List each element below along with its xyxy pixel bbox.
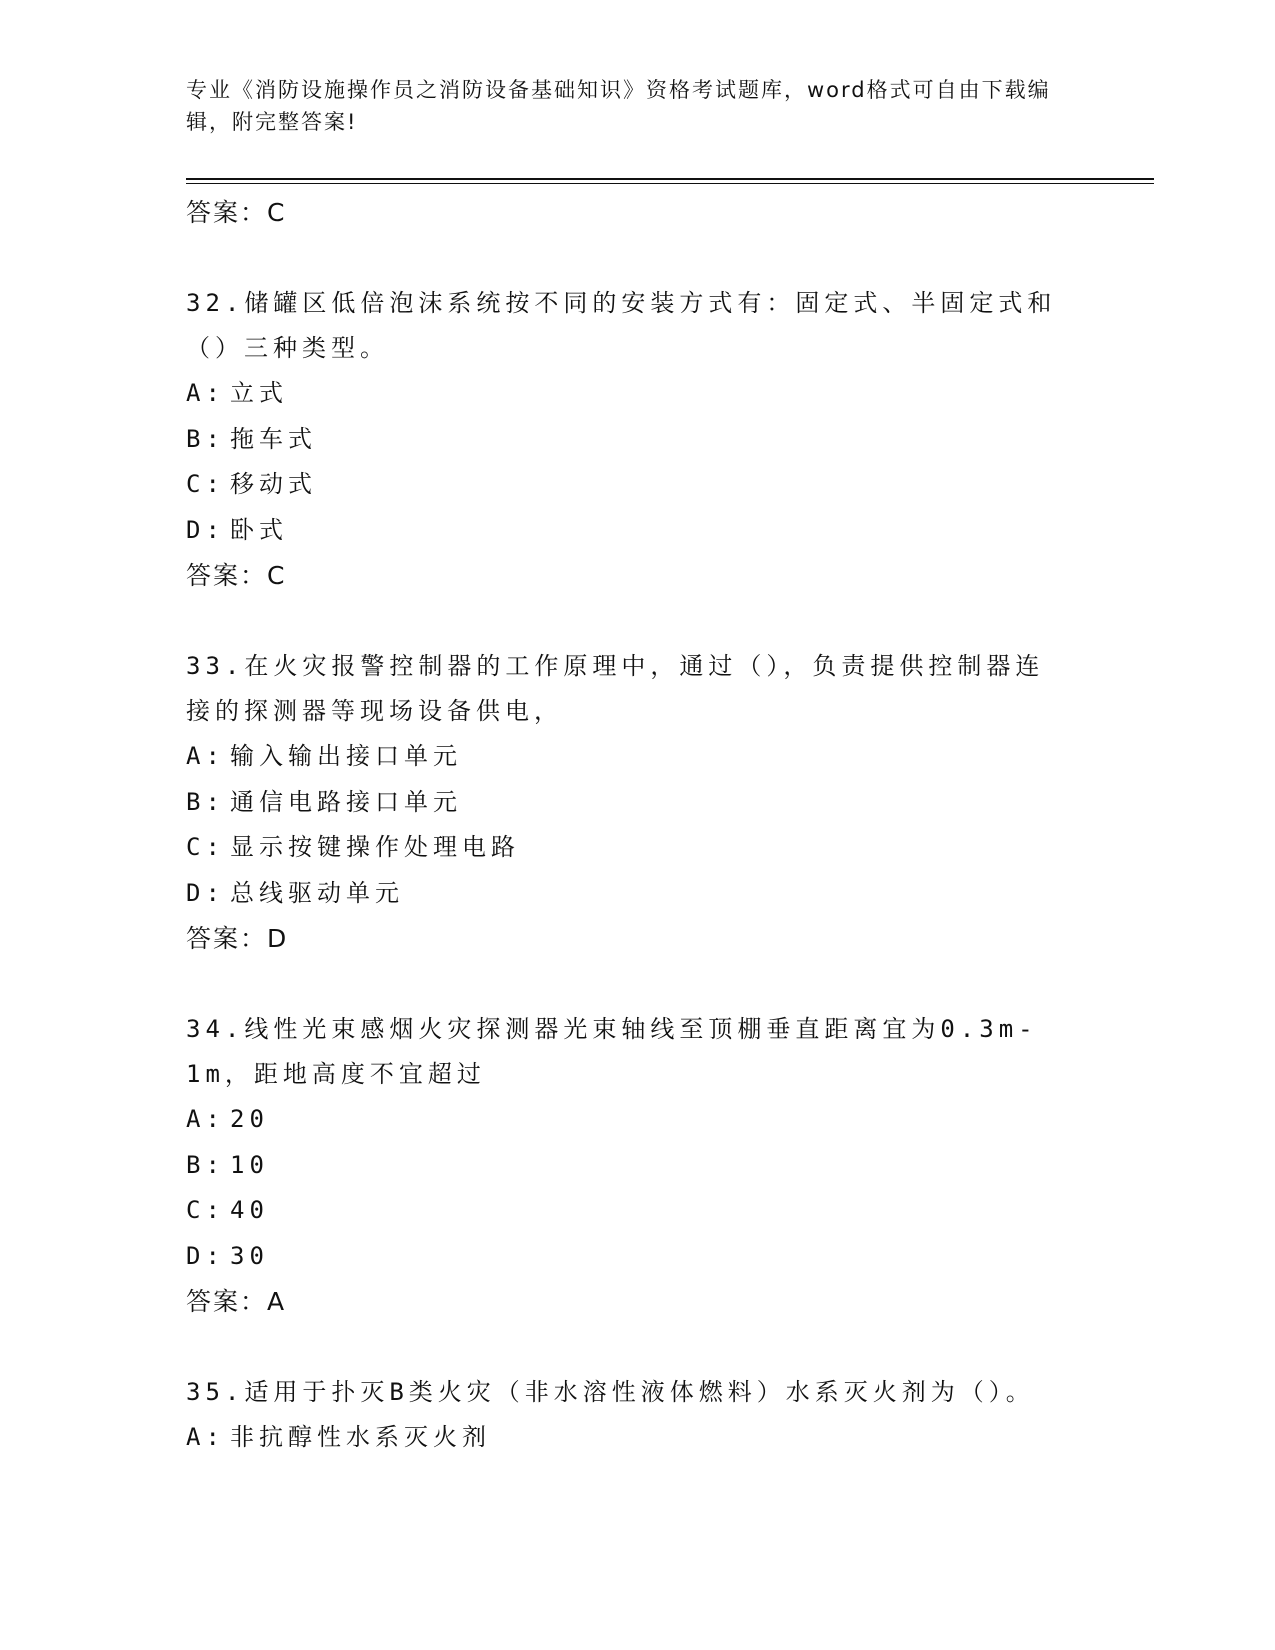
question-stem: 35.适用于扑灭B类火灾（非水溶性液体燃料）水系灭火剂为（）。 xyxy=(186,1378,1035,1406)
option-a xyxy=(186,1415,1086,1461)
answer-line: 答案：C xyxy=(186,561,287,590)
option-c xyxy=(186,1188,1086,1234)
question-stem: 32.储罐区低倍泡沫系统按不同的安装方式有：固定式、半固定式和（）三种类型。 xyxy=(186,289,1057,362)
page-header: 专业《消防设施操作员之消防设备基础知识》资格考试题库，word格式可自由下载编辑，附完整答案! xyxy=(186,78,1051,134)
option-key: C: xyxy=(186,1196,225,1224)
header-divider-thin xyxy=(186,183,1154,184)
option-text: 拖车式 xyxy=(230,424,317,453)
option-b xyxy=(186,417,1086,463)
option-text: 输入输出接口单元 xyxy=(230,742,462,770)
option-text: 通信电路接口单元 xyxy=(230,787,462,816)
option-a xyxy=(186,1097,1086,1143)
option-key: A: xyxy=(186,379,225,407)
option-a xyxy=(186,734,1086,780)
option-key: C: xyxy=(186,470,225,498)
option-c xyxy=(186,462,1086,508)
option-key: B: xyxy=(186,1150,225,1179)
option-text: 10 xyxy=(230,1150,269,1179)
option-d xyxy=(186,871,1086,917)
option-text: 非抗醇性水系灭火剂 xyxy=(230,1423,491,1451)
option-text: 20 xyxy=(230,1105,269,1133)
option-key: A: xyxy=(186,1423,225,1451)
option-b xyxy=(186,1143,1086,1189)
question-block xyxy=(186,281,1086,599)
question-block xyxy=(186,1370,1086,1461)
option-key: D: xyxy=(186,1241,225,1270)
question-stem: 34.线性光束感烟火灾探测器光束轴线至顶棚垂直距离宜为0.3m-1m，距地高度不宜超过 xyxy=(186,1015,1038,1088)
question-stem: 33.在火灾报警控制器的工作原理中，通过（），负责提供控制器连接的探测器等现场设备供电， xyxy=(186,652,1045,725)
option-text: 显示按键操作处理电路 xyxy=(230,833,520,861)
option-key: C: xyxy=(186,833,225,861)
option-text: 40 xyxy=(230,1196,269,1224)
option-key: B: xyxy=(186,424,225,453)
option-text: 30 xyxy=(230,1241,269,1270)
question-list xyxy=(186,190,1086,1461)
answer-line: 答案：A xyxy=(186,1287,287,1316)
option-c xyxy=(186,825,1086,871)
option-text: 立式 xyxy=(230,379,288,407)
option-key: B: xyxy=(186,787,225,816)
answer-line: 答案：C xyxy=(186,198,287,227)
option-d xyxy=(186,508,1086,554)
option-a xyxy=(186,371,1086,417)
header-divider-thick xyxy=(186,178,1154,180)
option-text: 总线驱动单元 xyxy=(230,878,404,907)
answer-line: 答案：D xyxy=(186,924,289,953)
option-key: A: xyxy=(186,742,225,770)
option-key: A: xyxy=(186,1105,225,1133)
option-text: 移动式 xyxy=(230,470,317,498)
option-text: 卧式 xyxy=(230,515,288,544)
option-d xyxy=(186,1234,1086,1280)
question-block xyxy=(186,644,1086,962)
question-block xyxy=(186,1007,1086,1325)
option-key: D: xyxy=(186,515,225,544)
option-b xyxy=(186,780,1086,826)
option-key: D: xyxy=(186,878,225,907)
